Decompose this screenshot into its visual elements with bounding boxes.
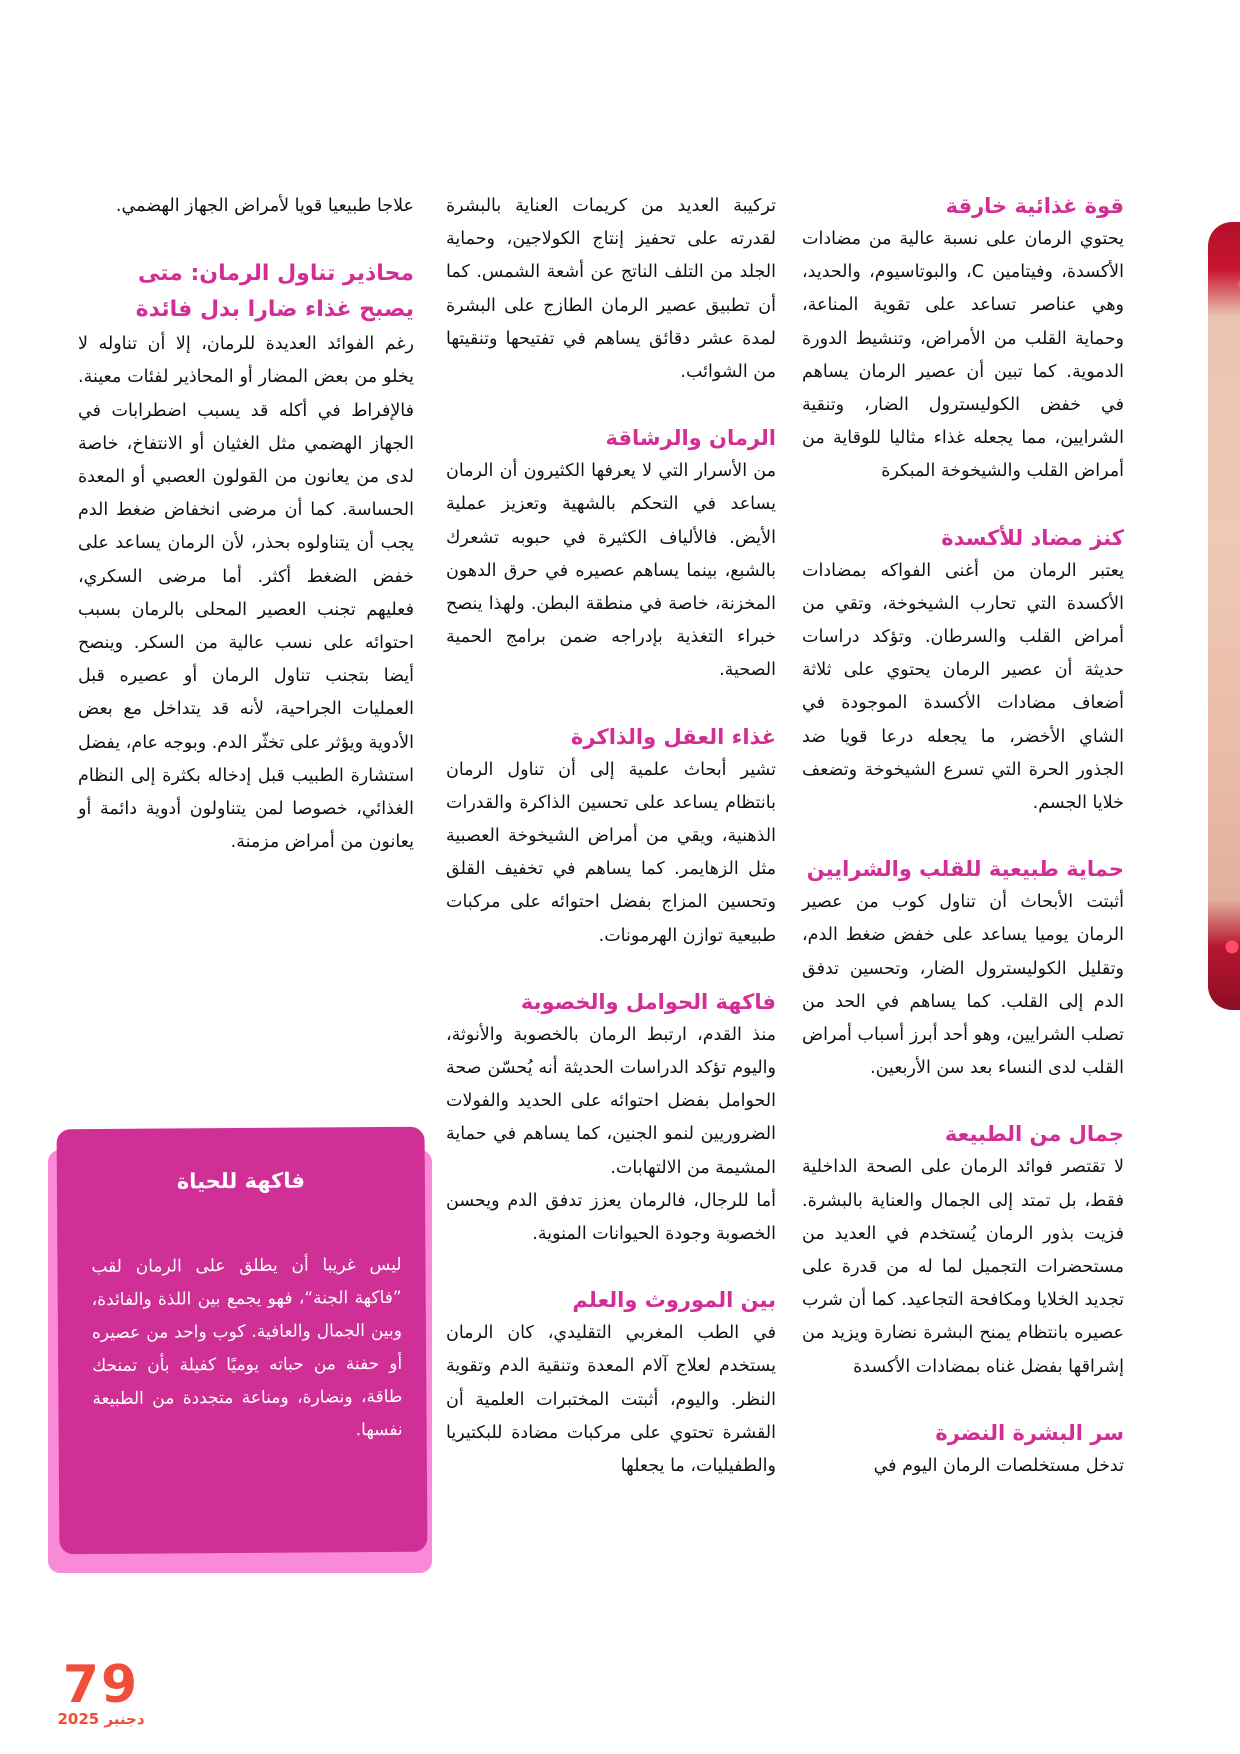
section-paragraph: في الطب المغربي التقليدي، كان الرمان يستخدم لعلاج آلام المعدة وتنقية الدم وتقوية النظر. واليوم، أثبتت المختبرات العلمية أن القشرة تحتوي على مركبات مضادة للبكتيريا والطفيليات، ما يجعلها	[446, 1323, 776, 1477]
section-paragraph: لا تقتصر فوائد الرمان على الصحة الداخلية فقط، بل تمتد إلى الجمال والعناية بالبشرة. فزيت بذور الرمان يُستخدم في العديد من مستحضرات التجميل لما له من قدرة على تجديد الخلايا ومكافحة التجاعيد. كما أن شرب عصيره بانتظام يمنح البشرة نضارة ويزيد من إشراقها بفضل غناه بمضادات الأكسدة	[802, 1157, 1124, 1377]
column-middle	[446, 190, 776, 1483]
sidebar-box	[57, 1127, 428, 1555]
column-left	[78, 190, 414, 859]
section-heading: كنز مضاد للأكسدة	[941, 525, 1124, 550]
section-paragraph: منذ القدم، ارتبط الرمان بالخصوبة والأنوثة، واليوم تؤكد الدراسات الحديثة أنه يُحسّن صحة الحوامل بفضل احتوائه على الحديد والفولات الضروريين لنمو الجنين، كما يساهم في حماية المشيمة من الالتهابات.	[446, 1024, 776, 1178]
section-heading: قوة غذائية خارقة	[945, 194, 1124, 218]
section-paragraph: من الأسرار التي لا يعرفها الكثيرون أن الرمان يساعد في التحكم بالشهية وتعزيز عملية الأيض. فالألياف الكثيرة في حبوبه تشعرك بالشبع، بينما يساهم عصيره في حرق الدهون المخزنة، خاصة في منطقة البطن. ولهذا ينصح خبراء التغذية بإدراجه ضمن برامج الحمية الصحية.	[446, 461, 776, 681]
section-paragraph: تدخل مستخلصات الرمان اليوم في	[873, 1455, 1124, 1476]
section-heading: فاكهة الحوامل والخصوبة	[520, 989, 776, 1014]
section-heading: الرمان والرشاقة	[605, 426, 776, 451]
section-paragraph: تركيبة العديد من كريمات العناية بالبشرة لقدرته على تحفيز إنتاج الكولاجين، وحماية الجلد من التلف الناتج عن أشعة الشمس. كما أن تطبيق عصير الرمان الطازج على البشرة لمدة عشر دقائق يساهم في تفتيحها وتنقيتها من الشوائب.	[446, 196, 776, 383]
section-paragraph: يحتوي الرمان على نسبة عالية من مضادات الأكسدة، وفيتامين C، والبوتاسيوم، والحديد، وهي عناصر تساعد على تقوية المناعة، وحماية القلب من الأمراض، وتنشيط الدورة الدموية. كما تبين أن عصير الرمان يساهم في خفض الكوليسترول الضار، وتنقية الشرايين، مما يجعله غذاء مثاليا للوقاية من أمراض القلب والشيخوخة المبكرة	[802, 229, 1124, 482]
section-paragraph: رغم الفوائد العديدة للرمان، إلا أن تناوله لا يخلو من بعض المضار أو المحاذير لفئات معينة. فالإفراط في أكله قد يسبب اضطرابات في الجهاز الهضمي مثل الغثيان أو الانتفاخ، خاصة لدى من يعانون من القولون العصبي أو المعدة الحساسة. كما أن مرضى انخفاض ضغط الدم يجب أن يتناولوه بحذر، لأن الرمان يساعد على خفض الضغط أكثر. أما مرضى السكري، فعليهم تجنب العصير المحلى بالرمان بسبب احتوائه على نسب عالية من السكر. وينصح أيضا بتجنب تناول الرمان أو عصيره قبل العمليات الجراحية، لأنه قد يتداخل مع بعض الأدوية ويؤثر على تخثّر الدم. وبوجه عام، يفضل استشارة الطبيب قبل إدخاله بكثرة إلى النظام الغذائي، خصوصا لمن يتناولون أدوية دائمة أو يعانون من أمراض مزمنة.	[78, 334, 414, 853]
section-heading: سر البشرة النضرة	[935, 1420, 1124, 1445]
section-paragraph: أما للرجال، فالرمان يعزز تدفق الدم ويحسن الخصوبة وجودة الحيوانات المنوية.	[446, 1190, 776, 1245]
section-heading: جمال من الطبيعة	[944, 1122, 1124, 1147]
section-heading: بين الموروث والعلم	[572, 1288, 776, 1313]
sidebar-box-title: فاكهة للحياة	[176, 1168, 306, 1194]
sidebar-box-text: ليس غريبا أن يطلق على الرمان لقب ”فاكهة الجنة“، فهو يجمع بين اللذة والفائدة، وبين الجمال والعافية. كوب واحد من عصيره أو حفنة من حباته يوميًا كفيلة بأن تمنحك طاقة، ونضارة، ومناعة متجددة من الطبيعة نفسها.	[91, 1254, 403, 1441]
section-heading: حماية طبيعية للقلب والشرايين	[806, 857, 1124, 882]
page-footer	[46, 1655, 156, 1728]
section-heading: غذاء العقل والذاكرة	[571, 724, 776, 749]
section-paragraph: تشير أبحاث علمية إلى أن تناول الرمان بانتظام يساعد على تحسين الذاكرة والقدرات الذهنية، ويقي من أمراض الشيخوخة العصبية مثل الزهايمر. كما يساهم في تخفيف القلق وتحسين المزاج بفضل احتوائه على مركبات طبيعية توازن الهرمونات.	[446, 759, 776, 946]
section-paragraph: يعتبر الرمان من أغنى الفواكه بمضادات الأكسدة التي تحارب الشيخوخة، وتقي من أمراض القلب والسرطان. وتؤكد دراسات حديثة أن عصير الرمان يحتوي على ثلاثة أضعاف مضادات الأكسدة الموجودة في الشاي الأخضر، ما يجعله درعا قويا ضد الجذور الحرة التي تسرع الشيخوخة وتضعف خلايا الجسم.	[802, 560, 1124, 814]
pomegranate-photo	[1208, 222, 1240, 1010]
issue-date: دجنبر 2025	[57, 1710, 145, 1728]
section-paragraph: أثبتت الأبحاث أن تناول كوب من عصير الرمان يوميا يساعد على خفض ضغط الدم، وتقليل الكوليسترول الضار، وتحسين تدفق الدم إلى القلب. كما يساهم في الحد من تصلب الشرايين، وهو أحد أبرز أسباب أمراض القلب لدى النساء بعد سن الأربعين.	[802, 892, 1124, 1079]
section-paragraph: علاجا طبيعيا قويا لأمراض الجهاز الهضمي.	[115, 196, 414, 216]
section-heading: محاذير تناول الرمان: متى يصبح غذاء ضارا بدل فائدة	[135, 261, 414, 323]
page-number: 79	[62, 1655, 140, 1715]
column-right	[802, 190, 1124, 1483]
